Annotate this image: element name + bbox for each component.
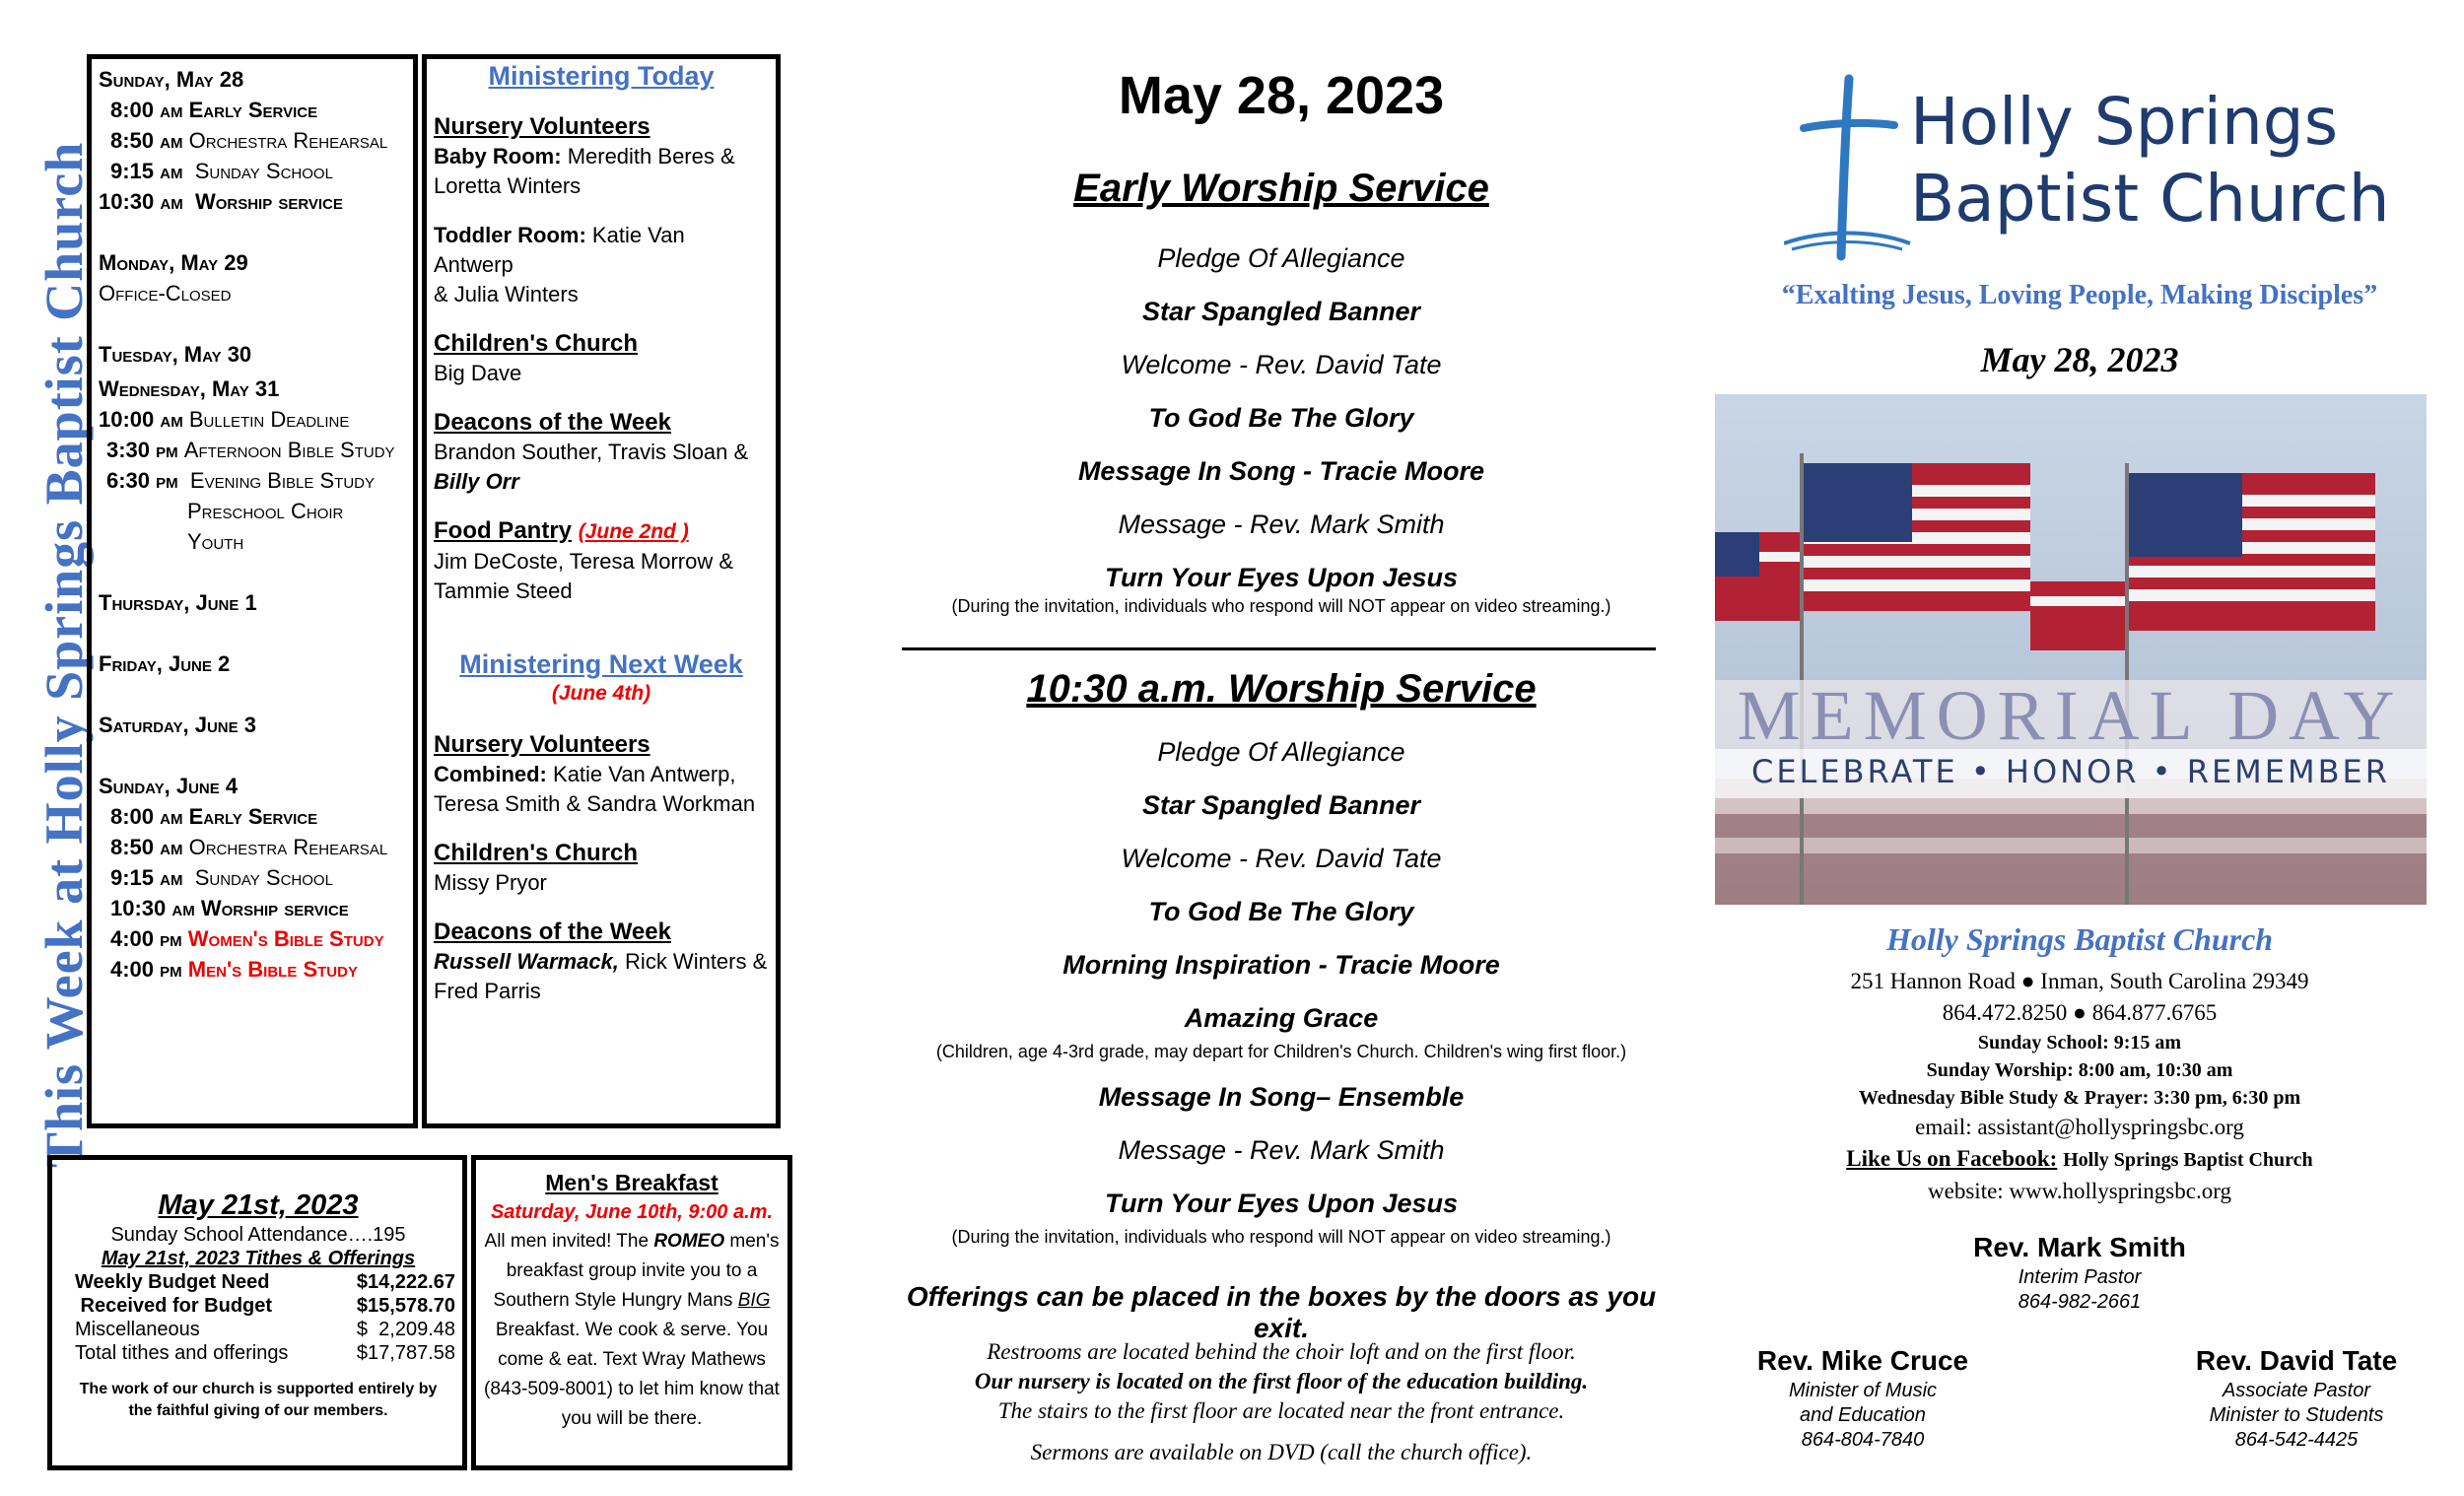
order-item: Pledge Of Allegiance (1157, 737, 1405, 767)
pastor-name: Rev. Mark Smith (1973, 1232, 2186, 1262)
restroom-note: Restrooms are located behind the choir loft and on the first floor. (987, 1339, 1576, 1364)
associate-card (2149, 1343, 2444, 1453)
church-logo-text (1910, 84, 2390, 238)
schedule-event: Office-Closed (99, 281, 232, 306)
order-item: To God Be The Glory (1148, 403, 1414, 433)
order-note: (Children, age 4-3rd grade, may depart for Children's Church. Children's wing first floor.) (935, 1042, 1627, 1061)
banner-title: MEMORIAL DAY (1737, 676, 2405, 755)
names: Missy Pryor (434, 870, 547, 895)
order-item: Turn Your Eyes Upon Jesus (1104, 563, 1459, 592)
schedule-day: Friday, June 2 (99, 651, 231, 676)
finance-label: Received for Budget (75, 1295, 273, 1317)
order-item: Welcome - Rev. David Tate (1121, 350, 1442, 379)
associate-role: Minister to Students (2209, 1404, 2384, 1426)
sunday-school-time: Sunday School: 9:15 am (1977, 1032, 2182, 1054)
minister-name: Rev. Mike Cruce (1756, 1345, 1969, 1376)
ministering-panel (434, 61, 769, 1006)
schedule-time: 4:00 pm (110, 957, 182, 982)
names: Fred Parris (434, 979, 541, 1003)
names: Billy Orr (434, 469, 519, 494)
order-item: Amazing Grace (1184, 1003, 1379, 1033)
order-item: Pledge Of Allegiance (1157, 243, 1405, 273)
finance-value: $15,578.70 (356, 1295, 455, 1317)
divider (902, 647, 1656, 650)
schedule-event: Orchestra Rehearsal (188, 835, 388, 859)
associate-role: Associate Pastor (2222, 1380, 2371, 1401)
section-heading: Children's Church (434, 330, 639, 357)
schedule-event: Afternoon Bible Study (183, 438, 395, 462)
schedule-event: Sunday School (194, 865, 333, 890)
schedule-event: Youth (187, 529, 244, 554)
schedule-time: 10:30 am (99, 189, 183, 214)
church-info (1705, 966, 2454, 1207)
breakfast-text: (843-509-8001) to let him know that (484, 1379, 780, 1399)
order-item: Turn Your Eyes Upon Jesus (1104, 1189, 1459, 1218)
breakfast-text: BIG (737, 1290, 771, 1311)
breakfast-date: Saturday, June 10th, 9:00 a.m. (490, 1201, 774, 1223)
schedule-time: 6:30 pm (106, 468, 178, 493)
breakfast-text: All men invited! The (484, 1231, 650, 1252)
pastor-card (1705, 1230, 2454, 1315)
finance-label: Total tithes and offerings (75, 1342, 289, 1364)
names: Teresa Smith & Sandra Workman (434, 791, 756, 816)
phones: 864.472.8250 ● 864.877.6765 (1942, 1000, 2218, 1025)
church-name: Holly Springs Baptist Church (1885, 921, 2274, 957)
schedule-event: Orchestra Rehearsal (188, 128, 388, 153)
section-heading: Nursery Volunteers (434, 113, 650, 140)
pastor-role: Interim Pastor (2018, 1266, 2142, 1288)
finance-value: $ 2,209.48 (356, 1319, 455, 1340)
next-week-date: (June 4th) (551, 682, 651, 705)
order-item: To God Be The Glory (1148, 897, 1414, 926)
finance-label: Miscellaneous (75, 1319, 200, 1340)
banner-subtitle: CELEBRATE • HONOR • REMEMBER (1750, 753, 2390, 790)
label: Toddler Room: (434, 223, 586, 247)
schedule-event: Preschool Choir (187, 499, 344, 523)
schedule-event: Sunday School (194, 159, 333, 183)
section-heading: Food Pantry (434, 517, 573, 544)
schedule-day: Thursday, June 1 (99, 590, 257, 615)
logo-line: Holly Springs (1910, 84, 2339, 160)
breakfast-text: come & eat. Text Wray Mathews (498, 1349, 766, 1370)
flags-image (1715, 394, 2427, 905)
section-heading: Children's Church (434, 840, 639, 866)
logo-line: Baptist Church (1910, 161, 2390, 237)
stairs-note: The stairs to the first floor are located near the front entrance. (997, 1398, 1565, 1423)
breakfast-text: Breakfast. We cook & serve. You (495, 1320, 769, 1340)
minister-role: Minister of Music (1788, 1380, 1938, 1401)
minister-card (1715, 1343, 2011, 1453)
wednesday-time: Wednesday Bible Study & Prayer: 3:30 pm, 6:30 pm (1858, 1087, 2301, 1109)
schedule-time: 8:00 am (110, 98, 183, 122)
names: Katie Van Antwerp (434, 223, 685, 277)
names: Russell Warmack, (434, 949, 619, 974)
motto: “Exalting Jesus, Loving People, Making Disciples” (1781, 280, 2378, 310)
finance-value: $14,222.67 (356, 1271, 455, 1293)
schedule-event: Early Service (188, 98, 318, 122)
schedule-time: 10:30 am (110, 896, 195, 920)
section-heading: Deacons of the Week (434, 409, 671, 436)
breakfast-text: men's (729, 1231, 780, 1252)
early-note: (During the invitation, individuals who respond will NOT appear on video streaming.) (951, 596, 1611, 616)
order-item: Welcome - Rev. David Tate (1121, 844, 1442, 873)
attendance: Sunday School Attendance….195 (110, 1224, 406, 1246)
finance-label: Weekly Budget Need (75, 1271, 270, 1293)
breakfast-title: Men's Breakfast (545, 1170, 719, 1195)
cover-date: May 28, 2023 (1980, 340, 2179, 379)
names: Katie Van Antwerp, (553, 762, 736, 786)
weekly-schedule (99, 64, 414, 985)
nursery-note: Our nursery is located on the first floor of the education building. (974, 1369, 1589, 1394)
ministering-next-heading: Ministering Next Week (459, 649, 743, 679)
order-item: Message In Song - Tracie Moore (1077, 456, 1485, 486)
schedule-time: 8:50 am (110, 128, 183, 153)
website-link[interactable]: website: www.hollyspringsbc.org (1928, 1179, 2231, 1203)
schedule-event: Worship service (194, 189, 343, 214)
schedule-event: Worship service (200, 896, 349, 920)
sidebar-vertical-title: This Week at Holly Springs Baptist Church (34, 141, 94, 1168)
breakfast-panel (479, 1168, 785, 1434)
associate-name: Rev. David Tate (2195, 1345, 2398, 1376)
minister-phone: 864-804-7840 (1801, 1429, 1925, 1451)
memorial-day-banner (1715, 394, 2427, 905)
order-item: Star Spangled Banner (1141, 297, 1421, 326)
minister-role: and Education (1800, 1404, 1926, 1426)
schedule-event: Women's Bible Study (187, 926, 384, 951)
schedule-day: Monday, May 29 (99, 250, 248, 275)
section-heading: Deacons of the Week (434, 918, 671, 945)
finance-panel (61, 1188, 455, 1422)
schedule-day: Saturday, June 3 (99, 713, 256, 737)
early-service-title: Early Worship Service (1073, 167, 1489, 210)
section-heading: Nursery Volunteers (434, 731, 650, 758)
worship-time: Sunday Worship: 8:00 am, 10:30 am (1926, 1059, 2233, 1081)
schedule-time: 10:00 am (99, 407, 183, 432)
schedule-day: Wednesday, May 31 (99, 376, 280, 401)
pantry-date: (June 2nd ) (578, 520, 689, 543)
finance-date: May 21st, 2023 (158, 1190, 359, 1221)
names: Loretta Winters (434, 173, 582, 198)
order-item: Message In Song– Ensemble (1098, 1082, 1465, 1112)
facebook-link[interactable]: Holly Springs Baptist Church (2063, 1149, 2313, 1171)
tithes-title: May 21st, 2023 Tithes & Offerings (101, 1248, 416, 1269)
schedule-time: 8:50 am (110, 835, 183, 859)
finance-value: $17,787.58 (356, 1342, 455, 1364)
schedule-event: Bulletin Deadline (188, 407, 350, 432)
pastor-phone: 864-982-2661 (2018, 1291, 2142, 1313)
names: & Julia Winters (434, 282, 579, 306)
names: Rick Winters & (625, 949, 768, 974)
breakfast-text: you will be there. (561, 1408, 703, 1429)
facilities-notes (887, 1337, 1676, 1467)
names: Jim DeCoste, Teresa Morrow & (434, 549, 734, 574)
service-date: May 28, 2023 (1118, 66, 1445, 125)
finance-footer: The work of our church is supported entirely by the faithful giving of our members. (79, 1381, 438, 1419)
schedule-day: Tuesday, May 30 (99, 342, 252, 367)
schedule-time: 8:00 am (110, 804, 183, 829)
names: Big Dave (434, 361, 522, 385)
names: Tammie Steed (434, 578, 573, 603)
associate-phone: 864-542-4425 (2234, 1429, 2359, 1451)
breakfast-text: Southern Style Hungry Mans (493, 1290, 733, 1311)
names: Brandon Souther, Travis Sloan & (434, 440, 749, 464)
schedule-day: Sunday, June 4 (99, 774, 239, 798)
early-service-order (887, 232, 1676, 604)
names: Meredith Beres & (567, 144, 735, 169)
schedule-event: Evening Bible Study (189, 468, 375, 493)
label: Baby Room: (434, 144, 562, 169)
order-item: Message - Rev. Mark Smith (1118, 510, 1445, 539)
schedule-day: Sunday, May 28 (99, 67, 244, 92)
schedule-time: 9:15 am (110, 159, 183, 183)
schedule-time: 3:30 pm (106, 438, 178, 462)
ministering-today-heading: Ministering Today (488, 61, 715, 91)
schedule-event: Men's Bible Study (187, 957, 358, 982)
breakfast-text: ROMEO (653, 1231, 725, 1252)
schedule-event: Early Service (188, 804, 318, 829)
order-item: Morning Inspiration - Tracie Moore (1062, 950, 1500, 980)
email-link[interactable]: email: assistant@hollyspringsbc.org (1915, 1115, 2244, 1139)
address: 251 Hannon Road ● Inman, South Carolina 29349 (1850, 969, 2309, 993)
cross-logo-icon (1784, 74, 1912, 261)
facebook-label: Like Us on Facebook: (1846, 1146, 2058, 1171)
order-item: Star Spangled Banner (1141, 790, 1421, 820)
order-note: (During the invitation, individuals who respond will NOT appear on video streaming.) (951, 1227, 1611, 1247)
sermons-note: Sermons are available on DVD (call the church office). (1030, 1440, 1533, 1464)
order-item: Message - Rev. Mark Smith (1118, 1135, 1445, 1165)
schedule-time: 4:00 pm (110, 926, 182, 951)
label: Combined: (434, 762, 547, 786)
schedule-time: 9:15 am (110, 865, 183, 890)
late-service-title: 10:30 a.m. Worship Service (1026, 667, 1537, 711)
offerings-note: Offerings can be placed in the boxes by the doors as you exit. (906, 1281, 1657, 1343)
breakfast-text: breakfast group invite you to a (506, 1260, 758, 1281)
